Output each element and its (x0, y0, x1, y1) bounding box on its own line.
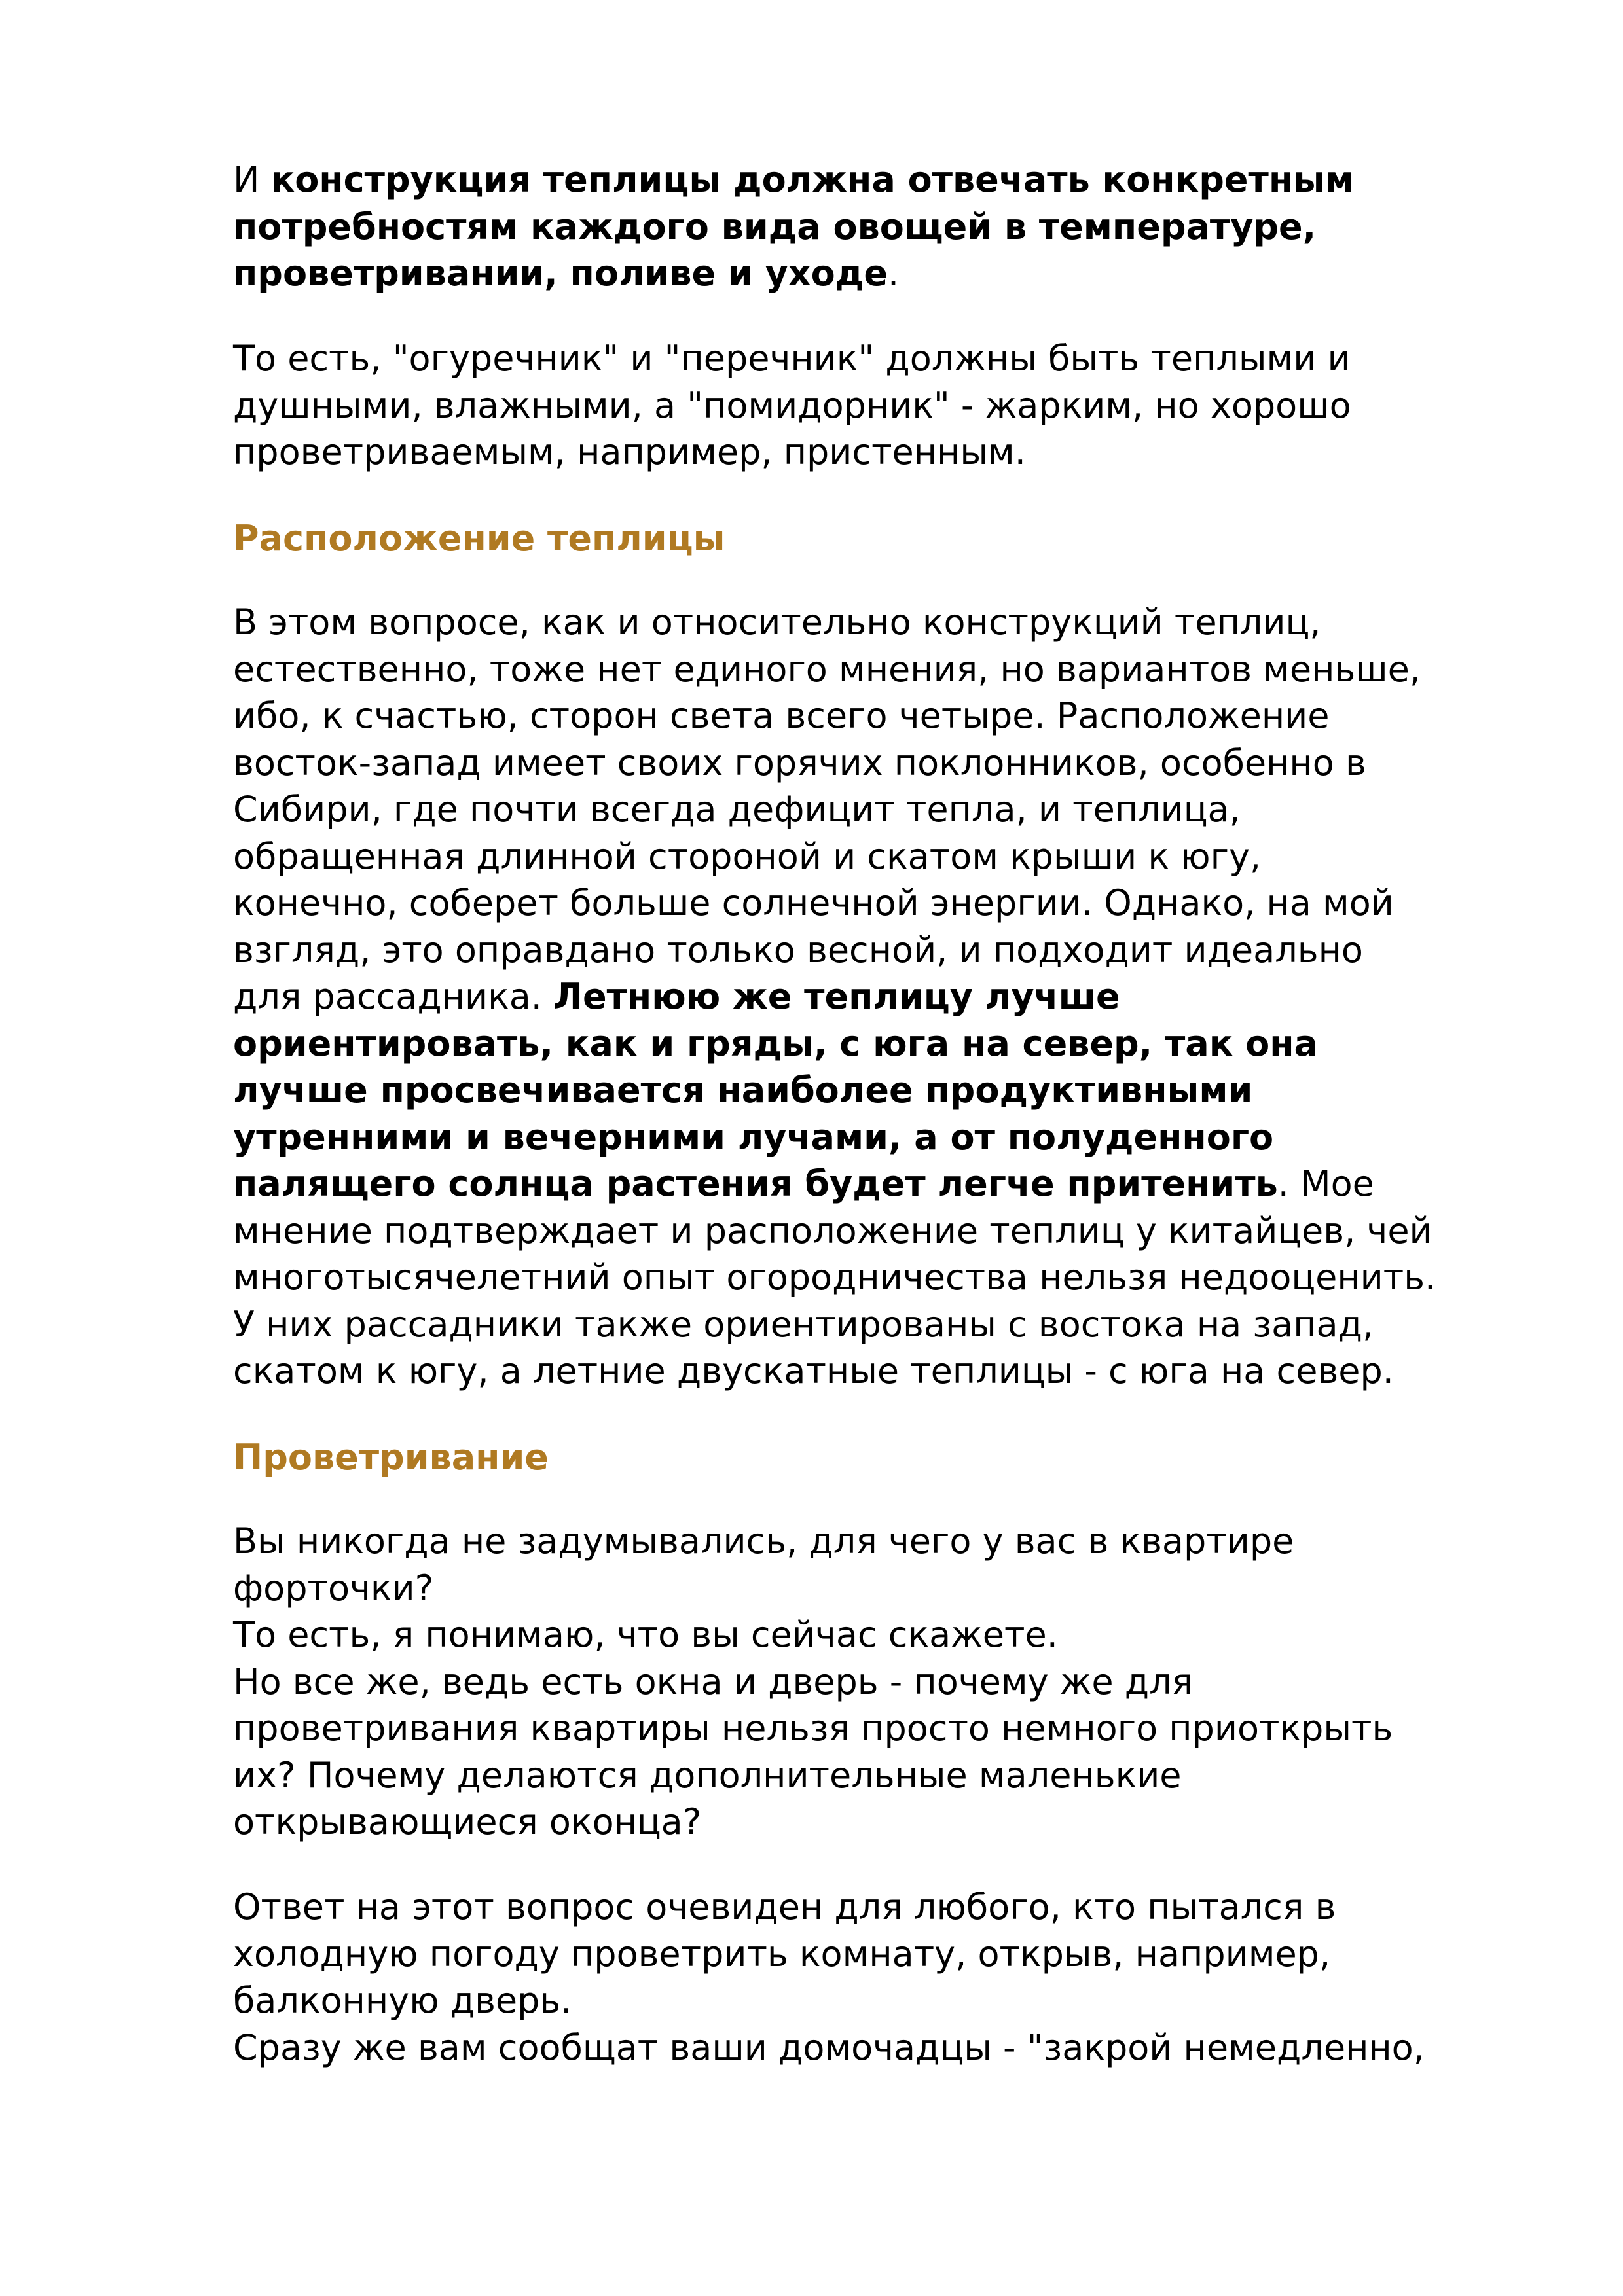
text: Ответ на этот вопрос очевиден для любого, кто пытался в (233, 1886, 1336, 1928)
text-line (233, 880, 1542, 927)
text-line (233, 382, 1542, 429)
text: То есть, я понимаю, что вы сейчас скажете. (233, 1614, 1058, 1655)
text-line (233, 1348, 1542, 1395)
paragraph (233, 156, 1542, 297)
bold-text: утренними и вечерними лучами, а от полуденного (233, 1116, 1274, 1158)
text: Сибири, где почти всегда дефицит тепла, и теплица, (233, 789, 1241, 830)
text: Но все же, ведь есть окна и дверь - почему же для (233, 1660, 1194, 1702)
text-line (233, 1067, 1542, 1114)
text-line (233, 204, 1542, 251)
text-line (233, 1114, 1542, 1161)
text: У них рассадники также ориентированы с востока на запад, (233, 1303, 1374, 1345)
text-line (233, 1254, 1542, 1301)
text: открывающиеся оконца? (233, 1801, 702, 1842)
text: И (233, 159, 271, 200)
text-line (233, 692, 1542, 740)
text: проветривания квартиры нельзя просто немного приоткрыть (233, 1708, 1393, 1749)
text: мнение подтверждает и расположение теплиц у китайцев, чей (233, 1210, 1432, 1251)
text: То есть, "огуречник" и "перечник" должны быть теплыми и (233, 338, 1351, 379)
text: Вы никогда не задумывались, для чего у вас в квартире (233, 1520, 1294, 1562)
paragraph (233, 599, 1542, 1395)
text: обращенная длинной стороной и скатом крыши к югу, (233, 835, 1262, 877)
text-line (233, 1659, 1542, 1706)
text: форточки? (233, 1567, 434, 1609)
bold-text: Проветривание (233, 1437, 549, 1478)
text-line (233, 335, 1542, 382)
text: проветриваемым, например, пристенным. (233, 431, 1026, 473)
text-line (233, 833, 1542, 880)
text: естественно, тоже нет единого мнения, но вариантов меньше, (233, 648, 1421, 690)
text-line (233, 1977, 1542, 2024)
text-line (233, 1434, 1542, 1481)
text-line (233, 927, 1542, 974)
text: восток-запад имеет своих горячих поклонников, особенно в (233, 742, 1366, 783)
text: . Мое (1277, 1163, 1374, 1204)
text-line (233, 1799, 1542, 1846)
text-line (233, 1884, 1542, 1931)
paragraph (233, 335, 1542, 476)
text-line (233, 1518, 1542, 1565)
text: скатом к югу, а летние двускатные теплицы - с юга на север. (233, 1350, 1394, 1391)
text: многотысячелетний опыт огородничества нельзя недооценить. (233, 1257, 1436, 1298)
bold-text: конструкция теплицы должна отвечать конкретным (270, 159, 1355, 200)
text-line (233, 740, 1542, 787)
bold-text: проветривании, поливе и уходе (233, 253, 888, 294)
text: взгляд, это оправдано только весной, и подходит идеально (233, 929, 1363, 971)
text-line (233, 1208, 1542, 1255)
text-line (233, 429, 1542, 476)
text-line (233, 515, 1542, 562)
text-line (233, 786, 1542, 833)
text-line (233, 250, 1542, 297)
text-line (233, 2024, 1542, 2072)
text-line (233, 973, 1542, 1020)
text: для рассадника. (233, 976, 554, 1017)
bold-text: лучше просвечивается наиболее продуктивными (233, 1069, 1253, 1111)
bold-text: Летнюю же теплицу лучше (553, 976, 1120, 1017)
text-line (233, 1611, 1542, 1659)
text-line (233, 646, 1542, 693)
text-line (233, 1752, 1542, 1799)
text: холодную погоду проветрить комнату, открыв, например, (233, 1933, 1331, 1975)
text: душными, влажными, а "помидорник" - жарким, но хорошо (233, 384, 1351, 426)
bold-text: Расположение теплицы (233, 518, 725, 559)
text-line (233, 1020, 1542, 1067)
text-line (233, 1301, 1542, 1348)
text-line (233, 156, 1542, 204)
text: Сразу же вам сообщат ваши домочадцы - "закрой немедленно, (233, 2026, 1425, 2068)
text: . (887, 253, 900, 294)
text: балконную дверь. (233, 1980, 572, 2021)
bold-text: палящего солнца растения будет легче притенить (233, 1163, 1278, 1204)
text-line (233, 1705, 1542, 1752)
text: их? Почему делаются дополнительные маленькие (233, 1754, 1182, 1796)
text-line (233, 1931, 1542, 1978)
text-line (233, 1565, 1542, 1612)
section-heading (233, 1434, 1542, 1481)
paragraph (233, 1884, 1542, 2071)
bold-text: потребностям каждого вида овощей в температуре, (233, 206, 1317, 247)
text-line (233, 1160, 1542, 1208)
paragraph (233, 1518, 1542, 1846)
section-heading (233, 515, 1542, 562)
text: В этом вопросе, как и относительно конструкций теплиц, (233, 601, 1321, 643)
bold-text: ориентировать, как и гряды, с юга на север, так она (233, 1022, 1318, 1064)
text: ибо, к счастью, сторон света всего четыре. Расположение (233, 695, 1330, 736)
text-line (233, 599, 1542, 646)
text: конечно, соберет больше солнечной энергии. Однако, на мой (233, 882, 1394, 924)
